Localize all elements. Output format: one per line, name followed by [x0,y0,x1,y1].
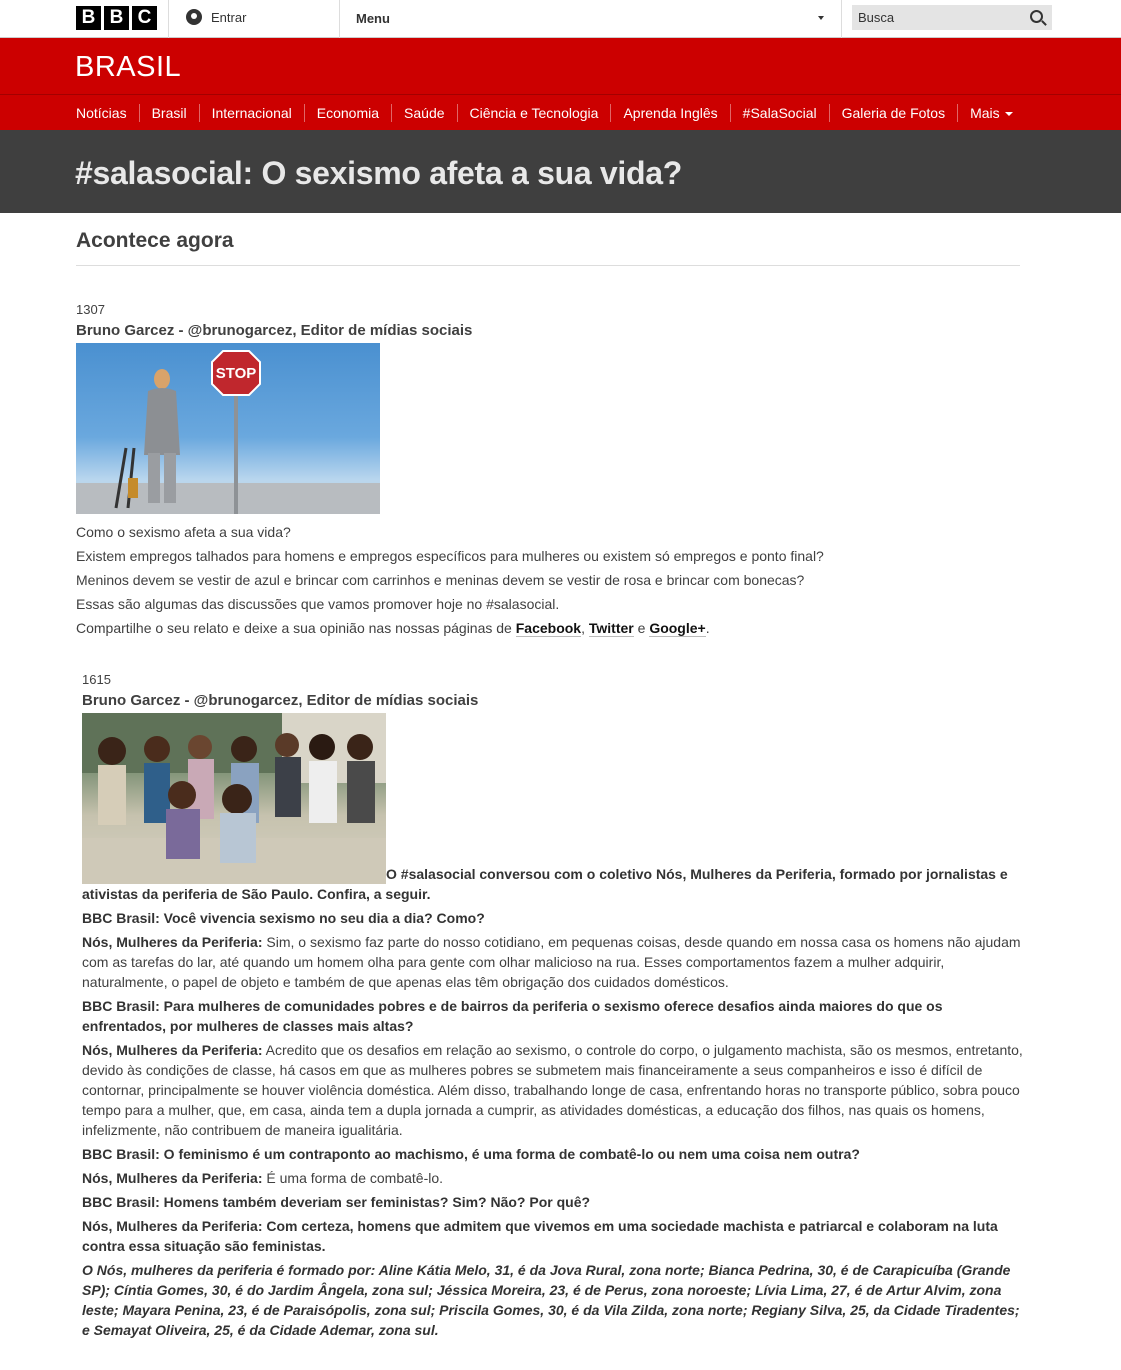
title-band [0,130,1121,213]
group-photo-illustration [82,713,386,884]
members-note [82,1260,1024,1340]
interview-question [82,908,1024,928]
search-box [852,5,1052,30]
share-separator: , [581,620,589,636]
search-input[interactable] [852,5,1012,30]
stop-sign-illustration [76,343,380,514]
question-text: BBC Brasil: Para mulheres de comunidades pobres e de bairros da periferia o sexismo oferece desafios ainda maiores do que os enfrentados, por mulheres de classes mais altas? [82,998,943,1034]
page-title: #salasocial: O sexismo afeta a sua vida? [75,155,682,191]
nav-item-mais[interactable] [958,104,1025,122]
divider [339,0,340,38]
post-paragraph: Como o sexismo afeta a sua vida? [76,524,291,540]
nav-item-saude[interactable]: Saúde [392,104,457,122]
post-intro-text: O #salasocial conversou com o coletivo Nós, Mulheres da Periferia, formado por jornalistas e ativistas da periferia de São Paulo. Confira, a seguir. [82,866,1008,902]
nav-item-ciencia[interactable]: Ciência e Tecnologia [458,104,612,122]
menu-button[interactable]: Menu [356,11,390,26]
nav-item-brasil[interactable]: Brasil [140,104,200,122]
interview-answer [82,1040,1024,1140]
post-author: Bruno Garcez - @brunogarcez, Editor de mídias sociais [82,692,479,709]
answer-text: Sim, o sexismo faz parte do nosso cotidiano, em pequenas coisas, desde quando em nossa casa os homens não ajudam com as tarefas do lar, até quando um homem olha para gente com olhar malicioso na rua. Esses comportamentos fazem a mulher adquirir, naturalmente, o papel de objeto e também de que apenas elas têm obrigação dos cuidados domésticos. [82,934,1021,990]
post-paragraph: Essas são algumas das discussões que vamos promover hoje no #salasocial. [76,596,560,612]
post-paragraph: Meninos devem se vestir de azul e brincar com carrinhos e meninas devem se vestir de rosa e brincar com bonecas? [76,572,805,588]
post-image-group-photo [82,713,386,884]
post-time: 1307 [76,302,105,317]
search-icon[interactable] [1030,10,1043,23]
answer-text: Nós, Mulheres da Periferia: Com certeza, homens que admitem que vivemos em uma sociedade machista e patriarcal e colaboram na luta contra essa situação são feministas. [82,1218,998,1254]
stop-sign-text: STOP [215,365,257,382]
answer-text: Acredito que os desafios em relação ao sexismo, o controle do corpo, o julgamento machista, são os mesmos, entretanto, devido às condições de classe, há casos em que as mulheres pobres se submetem mais financeiramente a seus companheiros e isso é difícil de contornar, principalmente se houver violência doméstica. Além disso, trabalhando longe de casa, enfrentando horas no transporte público, sobra pouco tempo para a mulher, que, em casa, ainda tem a dupla jornada a cumprir, as atividades domésticas, a educação dos filhos, nas quais os homens, infelizmente, não contribuem de maneira igualitária. [82,1042,1023,1138]
nav-item-economia[interactable]: Economia [305,104,392,122]
interview-question [82,1144,1024,1164]
nav-item-galeria[interactable]: Galeria de Fotos [830,104,959,122]
divider [841,0,842,38]
brand-title[interactable]: BRASIL [75,51,182,83]
question-text: BBC Brasil: Homens também deveriam ser feministas? Sim? Não? Por quê? [82,1194,591,1210]
logo-letter: B [104,6,129,30]
nav-item-internacional[interactable]: Internacional [200,104,305,122]
post-image-stop-sign [76,343,380,514]
twitter-link[interactable]: Twitter [588,620,634,636]
chevron-down-icon [1005,112,1013,116]
members-text: O Nós, mulheres da periferia é formado por: Aline Kátia Melo, 31, é da Jova Rural, zona norte; Bianca Pedrina, 30, é de Carapicuíba (Grande SP); Cíntia Gomes, 30, é do Jardim Ângela, zona sul; Jéssica Moreira, 23, é de Perus, zona noroeste; Lívia Lima, 27, é de Artur Alvim, zona leste; Mayara Penina, 23, é de Paraisópolis, zona sul; Priscila Gomes, 30, é da Vila Zilda, zona norte; Regiany Silva, 25, da Cidade Tiradentes; e Semayat Oliveira, 25, é da Cidade Ademar, zona sul. [82,1262,1020,1338]
chevron-down-icon[interactable] [818,16,824,20]
top-bar [0,0,1121,38]
post-time: 1615 [82,672,111,687]
brand-bar [0,38,1121,94]
section-title: Acontece agora [76,229,234,252]
answer-label: Nós, Mulheres da Periferia: [82,1170,263,1186]
googleplus-link[interactable]: Google+ [649,620,706,636]
share-text: Compartilhe o seu relato e deixe a sua opinião nas nossas páginas de [76,620,516,636]
share-paragraph [76,616,1026,640]
post-author: Bruno Garcez - @brunogarcez, Editor de mídias sociais [76,322,473,339]
user-icon [186,9,202,25]
post-paragraph: Existem empregos talhados para homens e empregos específicos para mulheres ou existem só empregos e ponto final? [76,548,824,564]
nav-item-mais-label: Mais [970,104,1000,121]
answer-text: É uma forma de combatê-lo. [262,1170,444,1186]
nav-item-aprenda-ingles[interactable]: Aprenda Inglês [611,104,730,122]
question-text: BBC Brasil: Você vivencia sexismo no seu dia a dia? Como? [82,910,485,926]
interview-answer [82,1216,1024,1256]
divider [168,0,169,38]
logo-letter: B [76,6,101,30]
interview-question [82,996,1024,1036]
signin-label: Entrar [211,9,247,25]
answer-label: Nós, Mulheres da Periferia: [82,1042,263,1058]
logo-letter: C [132,6,157,30]
interview-answer [82,932,1024,992]
facebook-link[interactable]: Facebook [515,620,582,636]
live-post [76,301,1026,640]
nav-item-noticias[interactable]: Notícias [64,104,140,122]
post-intro [82,713,1024,904]
nav-item-salasocial[interactable]: #SalaSocial [731,104,830,122]
signin-button[interactable] [186,9,246,25]
answer-label: Nós, Mulheres da Periferia: [82,934,263,950]
live-post [82,671,1024,1340]
share-end: . [705,620,710,636]
interview-answer [82,1168,1024,1188]
share-separator: e [633,620,650,636]
main-nav [0,94,1121,130]
interview-question [82,1192,1024,1212]
question-text: BBC Brasil: O feminismo é um contraponto ao machismo, é uma forma de combatê-lo ou nem uma coisa nem outra? [82,1146,860,1162]
bbc-logo[interactable] [76,6,157,30]
divider [76,265,1020,266]
